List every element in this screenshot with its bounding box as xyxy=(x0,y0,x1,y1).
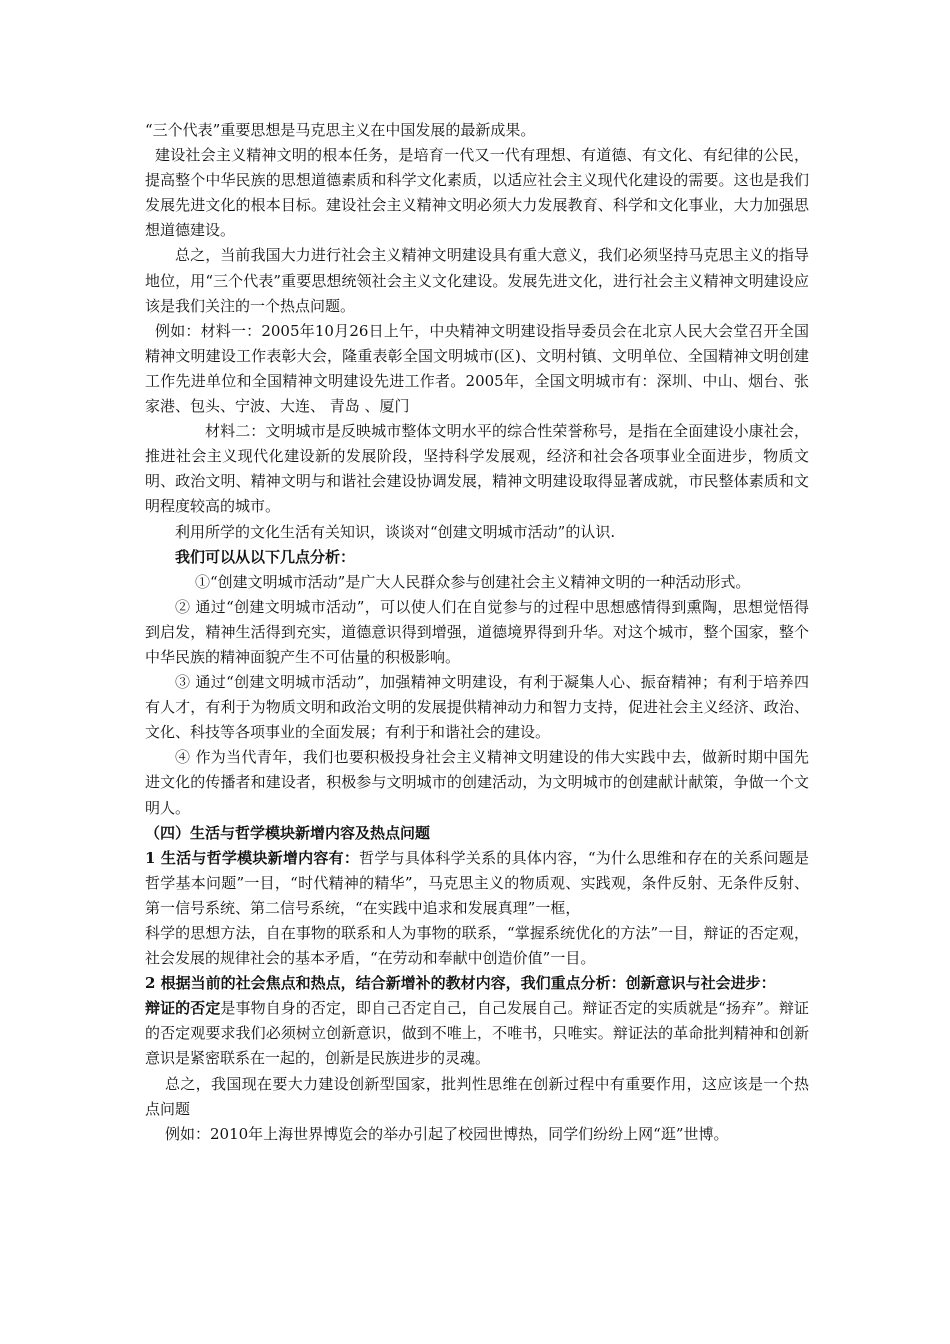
analysis-point-1: ①“创建文明城市活动”是广大人民群众参与创建社会主义精神文明的一种活动形式。 xyxy=(195,572,751,591)
paragraph-fundamental-task: 建设社会主义精神文明的根本任务，是培育一代又一代有理想、有道德、有文化、有纪律的公民，提高整个中华民族的思想道德素质和科学文化素质，以适应社会主义现代化建设的需要。这也是我们发展先进文化的根本目标。建设社会主义精神文明必须大力发展教育、科学和文化事业，大力加强思想道德建设。 xyxy=(145,146,809,240)
new-content-label: 1 生活与哲学模块新增内容有： xyxy=(145,848,360,867)
paragraph-analysis-heading: 我们可以从以下几点分析： xyxy=(175,547,356,566)
dialectical-negation-label: 辩证的否定 xyxy=(145,999,221,1018)
paragraph-summary-culture: 总之，当前我国大力进行社会主义精神文明建设具有重大意义，我们必须坚持马克思主义的指导地位，用“三个代表”重要思想统领社会主义文化建设。发展先进文化，进行社会主义精神文明建设应该是我们关注的一个热点问题。 xyxy=(145,246,809,315)
paragraph-expo-example: 例如：2010年上海世界博览会的举办引起了校园世博热，同学们纷纷上网“逛”世博。 xyxy=(165,1124,729,1143)
document-page xyxy=(145,118,809,1147)
analysis-point-4: ④ 作为当代青年，我们也要积极投身社会主义精神文明建设的伟大实践中去，做新时期中国先进文化的传播者和建设者，积极参与文明城市的创建活动，为文明城市的创建献计献策，争做一个文明人。 xyxy=(145,748,809,817)
paragraph-dialectical-negation xyxy=(145,996,809,1071)
paragraph-three-represents: “三个代表”重要思想是马克思主义在中国发展的最新成果。 xyxy=(145,121,536,139)
new-content-text: 哲学与具体科学关系的具体内容，“为什么思维和存在的关系问题是哲学基本问题”一目，“时代精神的精华”，马克思主义的物质观、实践观，条件反射、无条件反射、第一信号系统、第二信号系统，“在实践中追求和发展真理”一框， xyxy=(145,848,809,917)
paragraph-new-content xyxy=(145,846,809,921)
section-heading-philosophy: （四）生活与哲学模块新增内容及热点问题 xyxy=(145,823,431,842)
paragraph-material-two: 材料二：文明城市是反映城市整体文明水平的综合性荣誉称号，是指在全面建设小康社会，推进社会主义现代化建设新的发展阶段，坚持科学发展观，经济和社会各项事业全面进步，物质文明、政治文明、精神文明与和谐社会建设协调发展，精神文明建设取得显著成就，市民整体素质和文明程度较高的城市。 xyxy=(145,422,809,516)
paragraph-question: 利用所学的文化生活有关知识，谈谈对“创建文明城市活动”的认识. xyxy=(175,522,616,541)
paragraph-summary-innovation: 总之，我国现在要大力建设创新型国家，批判性思维在创新过程中有重要作用，这应该是一个热点问题 xyxy=(145,1074,809,1118)
analysis-point-3: ③ 通过“创建文明城市活动”，加强精神文明建设，有利于凝集人心、振奋精神；有利于培养四有人才，有利于为物质文明和政治文明的发展提供精神动力和智力支持，促进社会主义经济、政治、文化、科技等各项事业的全面发展；有利于和谐社会的建设。 xyxy=(145,673,809,742)
paragraph-material-one: 例如：材料一：2005年10月26日上午，中央精神文明建设指导委员会在北京人民大会堂召开全国精神文明建设工作表彰大会，隆重表彰全国文明城市(区)、文明村镇、文明单位、全国精神文明创建工作先进单位和全国精神文明建设先进工作者。2005年，全国文明城市有：深圳、中山、烟台、张家港、包头、宁波、大连、 青岛 、厦门 xyxy=(145,321,809,416)
paragraph-innovation-heading: 2 根据当前的社会焦点和热点，结合新增补的教材内容，我们重点分析：创新意识与社会进步： xyxy=(145,974,776,993)
analysis-point-2: ② 通过“创建文明城市活动”，可以使人们在自觉参与的过程中思想感情得到熏陶，思想觉悟得到启发，精神生活得到充实，道德意识得到增强，道德境界得到升华。对这个城市，整个国家，整个中华民族的精神面貌产生不可估量的积极影响。 xyxy=(145,597,809,666)
dialectical-negation-text: 是事物自身的否定，即自己否定自己，自己发展自己。辩证否定的实质就是“扬弃”。辩证的否定观要求我们必须树立创新意识，做到不唯上，不唯书，只唯实。辩证法的革命批判精神和创新意识是紧密联系在一起的，创新是民族进步的灵魂。 xyxy=(145,999,809,1068)
paragraph-scientific-method: 科学的思想方法，自在事物的联系和人为事物的联系，“掌握系统优化的方法”一目，辩证的否定观，社会发展的规律社会的基本矛盾，“在劳动和奉献中创造价值”一目。 xyxy=(145,924,809,968)
